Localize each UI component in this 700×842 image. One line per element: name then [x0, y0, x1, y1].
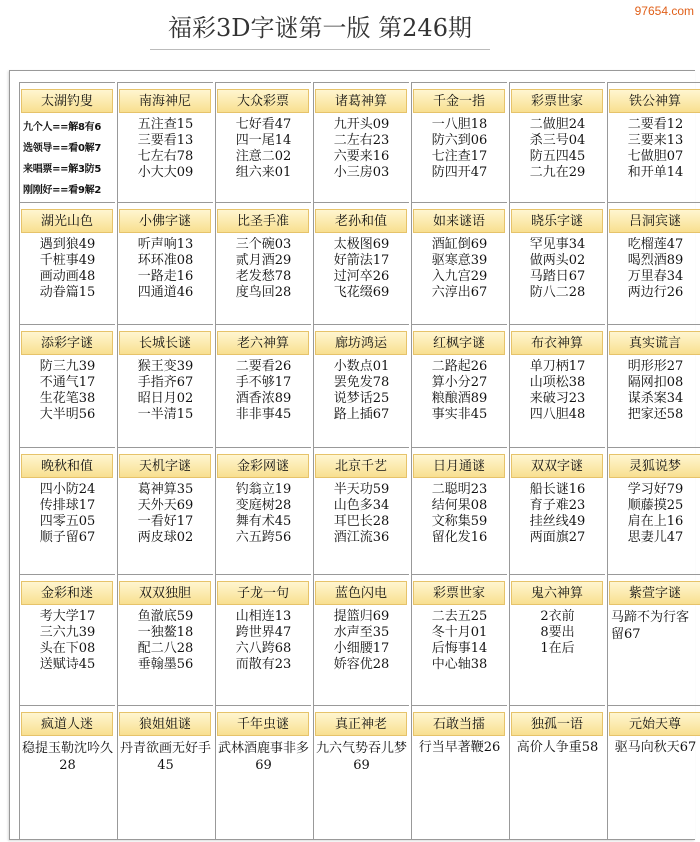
clue-line: 耳巴长28 [333, 514, 390, 529]
cell-header: 双双独胆 [119, 581, 211, 605]
puzzle-grid [19, 82, 700, 840]
cell-header: 千金一指 [413, 89, 505, 113]
puzzle-cell [509, 324, 605, 447]
clue-line: 考大学17 [39, 609, 96, 624]
puzzle-cell [117, 324, 213, 447]
clue-line: 文称集59 [431, 514, 488, 529]
clue-line: 葛神算35 [137, 482, 194, 497]
puzzle-cell [215, 202, 311, 324]
clue-line: 防四开47 [431, 165, 488, 180]
cell-clues [314, 237, 409, 301]
cell-header: 如来谜语 [413, 209, 505, 233]
clue-line: 九个人==解8有6 [23, 122, 101, 133]
clue-line: 贰月酒29 [235, 253, 292, 268]
clue-line: 山色多34 [333, 498, 390, 513]
cell-header: 吕洞宾谜 [609, 209, 700, 233]
clue-line: 二去五25 [431, 609, 488, 624]
clue-line: 六五跨56 [235, 530, 292, 545]
clue-line: 七做胆07 [627, 149, 684, 164]
cell-clues [216, 359, 311, 423]
clue-line: 猴王变39 [137, 359, 194, 374]
clue-line: 留化发16 [431, 530, 488, 545]
cell-clues [510, 482, 605, 546]
clue-line: 单刀柄17 [529, 359, 586, 374]
puzzle-cell [215, 705, 311, 840]
puzzle-cell [509, 574, 605, 705]
cell-clues [314, 482, 409, 546]
clue-line: 二要看12 [627, 117, 684, 132]
puzzle-cell [117, 574, 213, 705]
puzzle-cell [19, 82, 115, 202]
puzzle-cell [411, 82, 507, 202]
clue-line: 万里春34 [627, 269, 684, 284]
puzzle-cell [313, 202, 409, 324]
clue-line: 船长谜16 [529, 482, 586, 497]
cell-header: 子龙一句 [217, 581, 309, 605]
cell-header: 灵狐说梦 [609, 454, 700, 478]
site-watermark: 97654.com [634, 4, 694, 18]
cell-clues [608, 740, 700, 756]
cell-clues [20, 482, 115, 546]
cell-header: 日月通谜 [413, 454, 505, 478]
clue-line: 飞花缀69 [333, 285, 390, 300]
cell-header: 铁公神算 [609, 89, 700, 113]
cell-header: 添彩字谜 [21, 331, 113, 355]
clue-line: 生花笔38 [39, 391, 96, 406]
cell-header: 长城长谜 [119, 331, 211, 355]
clue-line: 马蹄不为行客留67 [611, 610, 690, 642]
clue-line: 三要看13 [137, 133, 194, 148]
clue-line: 提篮归69 [333, 609, 390, 624]
cell-clues [216, 740, 311, 774]
clue-line: 驱马向秋天67 [614, 740, 697, 755]
clue-line: 2衣前 [540, 609, 575, 624]
clue-line: 路上插67 [333, 407, 390, 422]
cell-header: 双双字谜 [511, 454, 603, 478]
puzzle-cell [313, 705, 409, 840]
clue-line: 不通气17 [39, 375, 96, 390]
clue-line: 一八胆18 [431, 117, 488, 132]
clue-line: 把家还58 [627, 407, 684, 422]
clue-line: 武林酒鹿事非多69 [218, 741, 310, 773]
cell-clues [314, 359, 409, 423]
cell-clues [118, 117, 213, 181]
puzzle-cell [117, 705, 213, 840]
puzzle-cell [313, 447, 409, 574]
clue-line: 老发愁78 [235, 269, 292, 284]
cell-clues [510, 117, 605, 181]
cell-header: 石敢当擂 [413, 712, 505, 736]
puzzle-cell [607, 574, 700, 705]
clue-line: 度鸟回28 [235, 285, 292, 300]
cell-header: 疯道人迷 [21, 712, 113, 736]
puzzle-cell [215, 82, 311, 202]
clue-line: 冬十月01 [431, 625, 488, 640]
cell-clues [314, 117, 409, 181]
clue-line: 后悔事14 [431, 641, 488, 656]
clue-line: 防三九39 [39, 359, 96, 374]
puzzle-cell [411, 324, 507, 447]
cell-clues [20, 740, 115, 774]
puzzle-cell [607, 324, 700, 447]
puzzle-cell [509, 447, 605, 574]
clue-line: 非非事45 [235, 407, 292, 422]
cell-clues [510, 609, 605, 657]
page-title: 福彩3D字谜第一版 第246期 [168, 14, 472, 42]
cell-header: 蓝色闪电 [315, 581, 407, 605]
cell-clues [608, 117, 700, 181]
clue-line: 两边行26 [627, 285, 684, 300]
cell-header: 老六神算 [217, 331, 309, 355]
clue-line: 结何果08 [431, 498, 488, 513]
cell-header: 老孙和值 [315, 209, 407, 233]
clue-line: 半天功59 [333, 482, 390, 497]
clue-line: 三六九39 [39, 625, 96, 640]
cell-clues [216, 237, 311, 301]
clue-line: 四通道46 [137, 285, 194, 300]
puzzle-cell [19, 705, 115, 840]
clue-line: 而散有23 [235, 657, 292, 672]
cell-clues [608, 482, 700, 546]
clue-line: 丹青欲画无好手45 [120, 741, 212, 773]
clue-line: 顺藤摸25 [627, 498, 684, 513]
cell-clues [608, 609, 700, 643]
clue-line: 五注查15 [137, 117, 194, 132]
clue-line: 七左右78 [137, 149, 194, 164]
title-area [150, 6, 490, 50]
clue-line: 舞有术45 [235, 514, 292, 529]
cell-clues [412, 482, 507, 546]
clue-line: 六八跨68 [235, 641, 292, 656]
clue-line: 动眷篇15 [39, 285, 96, 300]
cell-header: 独孤一语 [511, 712, 603, 736]
clue-line: 传排球17 [39, 498, 96, 513]
cell-header: 元始天尊 [609, 712, 700, 736]
clue-line: 二九在29 [529, 165, 586, 180]
clue-line: 三要来13 [627, 133, 684, 148]
clue-line: 好箭法17 [333, 253, 390, 268]
clue-line: 吃榴莲47 [627, 237, 684, 252]
clue-line: 九开头09 [333, 117, 390, 132]
cell-clues [118, 359, 213, 423]
clue-line: 听声响13 [137, 237, 194, 252]
clue-line: 防八二28 [529, 285, 586, 300]
cell-clues [412, 237, 507, 301]
clue-line: 天外天69 [137, 498, 194, 513]
clue-line: 四小防24 [39, 482, 96, 497]
clue-line: 二做胆24 [529, 117, 586, 132]
puzzle-cell [509, 82, 605, 202]
clue-line: 做两头02 [529, 253, 586, 268]
clue-line: 学习好79 [627, 482, 684, 497]
clue-line: 鱼澈底59 [137, 609, 194, 624]
puzzle-cell [19, 574, 115, 705]
clue-line: 明形形27 [627, 359, 684, 374]
clue-line: 注意二02 [235, 149, 292, 164]
cell-header: 金彩网谜 [217, 454, 309, 478]
cell-clues [216, 117, 311, 181]
puzzle-cell [117, 202, 213, 324]
clue-line: 选领导==看0解7 [23, 143, 101, 154]
cell-clues [20, 359, 115, 423]
clue-line: 千桩事49 [39, 253, 96, 268]
puzzle-cell [313, 574, 409, 705]
clue-line: 刚刚好==看9解2 [23, 185, 101, 196]
clue-line: 头在下08 [39, 641, 96, 656]
clue-line: 喝烈酒89 [627, 253, 684, 268]
clue-line: 四八胆48 [529, 407, 586, 422]
cell-header: 湖光山色 [21, 209, 113, 233]
cell-header: 天机字谜 [119, 454, 211, 478]
cell-header: 紫萱字谜 [609, 581, 700, 605]
cell-clues [412, 117, 507, 181]
clue-line: 九六气势吞儿梦69 [316, 741, 408, 773]
cell-clues [20, 237, 115, 301]
clue-line: 顺子留67 [39, 530, 96, 545]
clue-line: 一独鳌18 [137, 625, 194, 640]
cell-clues [118, 482, 213, 546]
clue-line: 二左右23 [333, 133, 390, 148]
clue-line: 山项松38 [529, 375, 586, 390]
clue-line: 酒香浓89 [235, 391, 292, 406]
cell-header: 真正神老 [315, 712, 407, 736]
clue-line: 挂丝线49 [529, 514, 586, 529]
puzzle-cell [509, 705, 605, 840]
puzzle-cell [411, 705, 507, 840]
clue-line: 杀三号04 [529, 133, 586, 148]
puzzle-cell [19, 202, 115, 324]
cell-clues [608, 237, 700, 301]
clue-line: 稳提玉勒沈吟久28 [22, 741, 114, 773]
puzzle-cell [19, 447, 115, 574]
cell-header: 彩票世家 [413, 581, 505, 605]
clue-line: 手指齐67 [137, 375, 194, 390]
clue-line: 小细腰17 [333, 641, 390, 656]
cell-clues [412, 609, 507, 673]
clue-line: 垂翰墨56 [137, 657, 194, 672]
clue-line: 中心轴38 [431, 657, 488, 672]
clue-line: 一看好17 [137, 514, 194, 529]
clue-line: 四零五05 [39, 514, 96, 529]
cell-header: 彩票世家 [511, 89, 603, 113]
cell-clues [118, 237, 213, 301]
clue-line: 行当早著鞭26 [418, 740, 501, 755]
clue-line: 入九宫29 [431, 269, 488, 284]
clue-line: 水声至35 [333, 625, 390, 640]
clue-line: 手不够17 [235, 375, 292, 390]
clue-line: 说梦话25 [333, 391, 390, 406]
clue-line: 算小分27 [431, 375, 488, 390]
cell-clues [118, 740, 213, 774]
clue-line: 钓翁立19 [235, 482, 292, 497]
clue-line: 1在后 [540, 641, 575, 656]
clue-line: 和开单14 [627, 165, 684, 180]
cell-clues [608, 359, 700, 423]
clue-line: 高价人争重58 [516, 740, 599, 755]
clue-line: 思妻儿47 [627, 530, 684, 545]
clue-line: 组六来01 [235, 165, 292, 180]
clue-line: 遇到狼49 [39, 237, 96, 252]
cell-header: 比圣手准 [217, 209, 309, 233]
cell-clues [510, 237, 605, 301]
cell-header: 太湖钓叟 [21, 89, 113, 113]
puzzle-cell [411, 202, 507, 324]
clue-line: 大半明56 [39, 407, 96, 422]
clue-line: 一半清15 [137, 407, 194, 422]
clue-line: 谋杀案34 [627, 391, 684, 406]
clue-line: 酒缸倒69 [431, 237, 488, 252]
clue-line: 六淳出67 [431, 285, 488, 300]
puzzle-sheet [9, 70, 695, 840]
clue-line: 小大大09 [137, 165, 194, 180]
clue-line: 防五四45 [529, 149, 586, 164]
clue-line: 二聪明23 [431, 482, 488, 497]
clue-line: 来破习23 [529, 391, 586, 406]
puzzle-cell [215, 324, 311, 447]
puzzle-cell [19, 324, 115, 447]
cell-clues [510, 359, 605, 423]
puzzle-cell [117, 82, 213, 202]
clue-line: 育子难23 [529, 498, 586, 513]
clue-line: 两面旗27 [529, 530, 586, 545]
cell-header: 布衣神算 [511, 331, 603, 355]
puzzle-cell [313, 82, 409, 202]
cell-header: 狼姐姐谜 [119, 712, 211, 736]
clue-line: 山相连13 [235, 609, 292, 624]
cell-header: 南海神尼 [119, 89, 211, 113]
clue-line: 七注查17 [431, 149, 488, 164]
clue-line: 马踏日67 [529, 269, 586, 284]
clue-line: 送赋诗45 [39, 657, 96, 672]
cell-header: 真实谎言 [609, 331, 700, 355]
clue-line: 昭日月02 [137, 391, 194, 406]
puzzle-cell [411, 574, 507, 705]
clue-line: 变庭树28 [235, 498, 292, 513]
cell-header: 千年虫谜 [217, 712, 309, 736]
cell-clues [314, 609, 409, 673]
cell-header: 大众彩票 [217, 89, 309, 113]
cell-header: 北京千艺 [315, 454, 407, 478]
clue-line: 配二八28 [137, 641, 194, 656]
cell-header: 廊坊鸿运 [315, 331, 407, 355]
clue-line: 二路起26 [431, 359, 488, 374]
clue-line: 三个碗03 [235, 237, 292, 252]
clue-line: 来唱票==解3防5 [23, 164, 101, 175]
cell-header: 晓乐字谜 [511, 209, 603, 233]
puzzle-cell [607, 202, 700, 324]
puzzle-cell [313, 324, 409, 447]
clue-line: 二要看26 [235, 359, 292, 374]
puzzle-cell [215, 447, 311, 574]
cell-clues [118, 609, 213, 673]
cell-header: 金彩和迷 [21, 581, 113, 605]
clue-line: 粮酿酒89 [431, 391, 488, 406]
clue-line: 四一尾14 [235, 133, 292, 148]
cell-clues [412, 740, 507, 756]
clue-line: 酒江流36 [333, 530, 390, 545]
clue-line: 环环准08 [137, 253, 194, 268]
cell-header: 诸葛神算 [315, 89, 407, 113]
cell-header: 红枫字谜 [413, 331, 505, 355]
clue-line: 罢免发78 [333, 375, 390, 390]
cell-clues [216, 482, 311, 546]
clue-line: 隔网扣08 [627, 375, 684, 390]
puzzle-cell [607, 447, 700, 574]
clue-line: 跨世界47 [235, 625, 292, 640]
clue-line: 娇容优28 [333, 657, 390, 672]
clue-line: 肩在上16 [627, 514, 684, 529]
puzzle-cell [411, 447, 507, 574]
clue-line: 过河卒26 [333, 269, 390, 284]
clue-line: 六要来16 [333, 149, 390, 164]
puzzle-cell [509, 202, 605, 324]
clue-line: 画动画48 [39, 269, 96, 284]
cell-clues [510, 740, 605, 756]
clue-line: 七好看47 [235, 117, 292, 132]
cell-header: 鬼六神算 [511, 581, 603, 605]
clue-line: 防六到06 [431, 133, 488, 148]
puzzle-cell [117, 447, 213, 574]
clue-line: 太极图69 [333, 237, 390, 252]
cell-clues [314, 740, 409, 774]
clue-line: 小数点01 [333, 359, 390, 374]
cell-clues [216, 609, 311, 673]
cell-header: 晚秋和值 [21, 454, 113, 478]
cell-clues [20, 609, 115, 673]
cell-clues [20, 117, 115, 201]
clue-line: 一路走16 [137, 269, 194, 284]
clue-line: 两皮球02 [137, 530, 194, 545]
puzzle-cell [215, 574, 311, 705]
clue-line: 驱寒意39 [431, 253, 488, 268]
clue-line: 小三房03 [333, 165, 390, 180]
clue-line: 事实非45 [431, 407, 488, 422]
clue-line: 8要出 [540, 625, 575, 640]
puzzle-cell [607, 82, 700, 202]
clue-line: 罕见事34 [529, 237, 586, 252]
cell-clues [412, 359, 507, 423]
puzzle-cell [607, 705, 700, 840]
cell-header: 小佛字谜 [119, 209, 211, 233]
